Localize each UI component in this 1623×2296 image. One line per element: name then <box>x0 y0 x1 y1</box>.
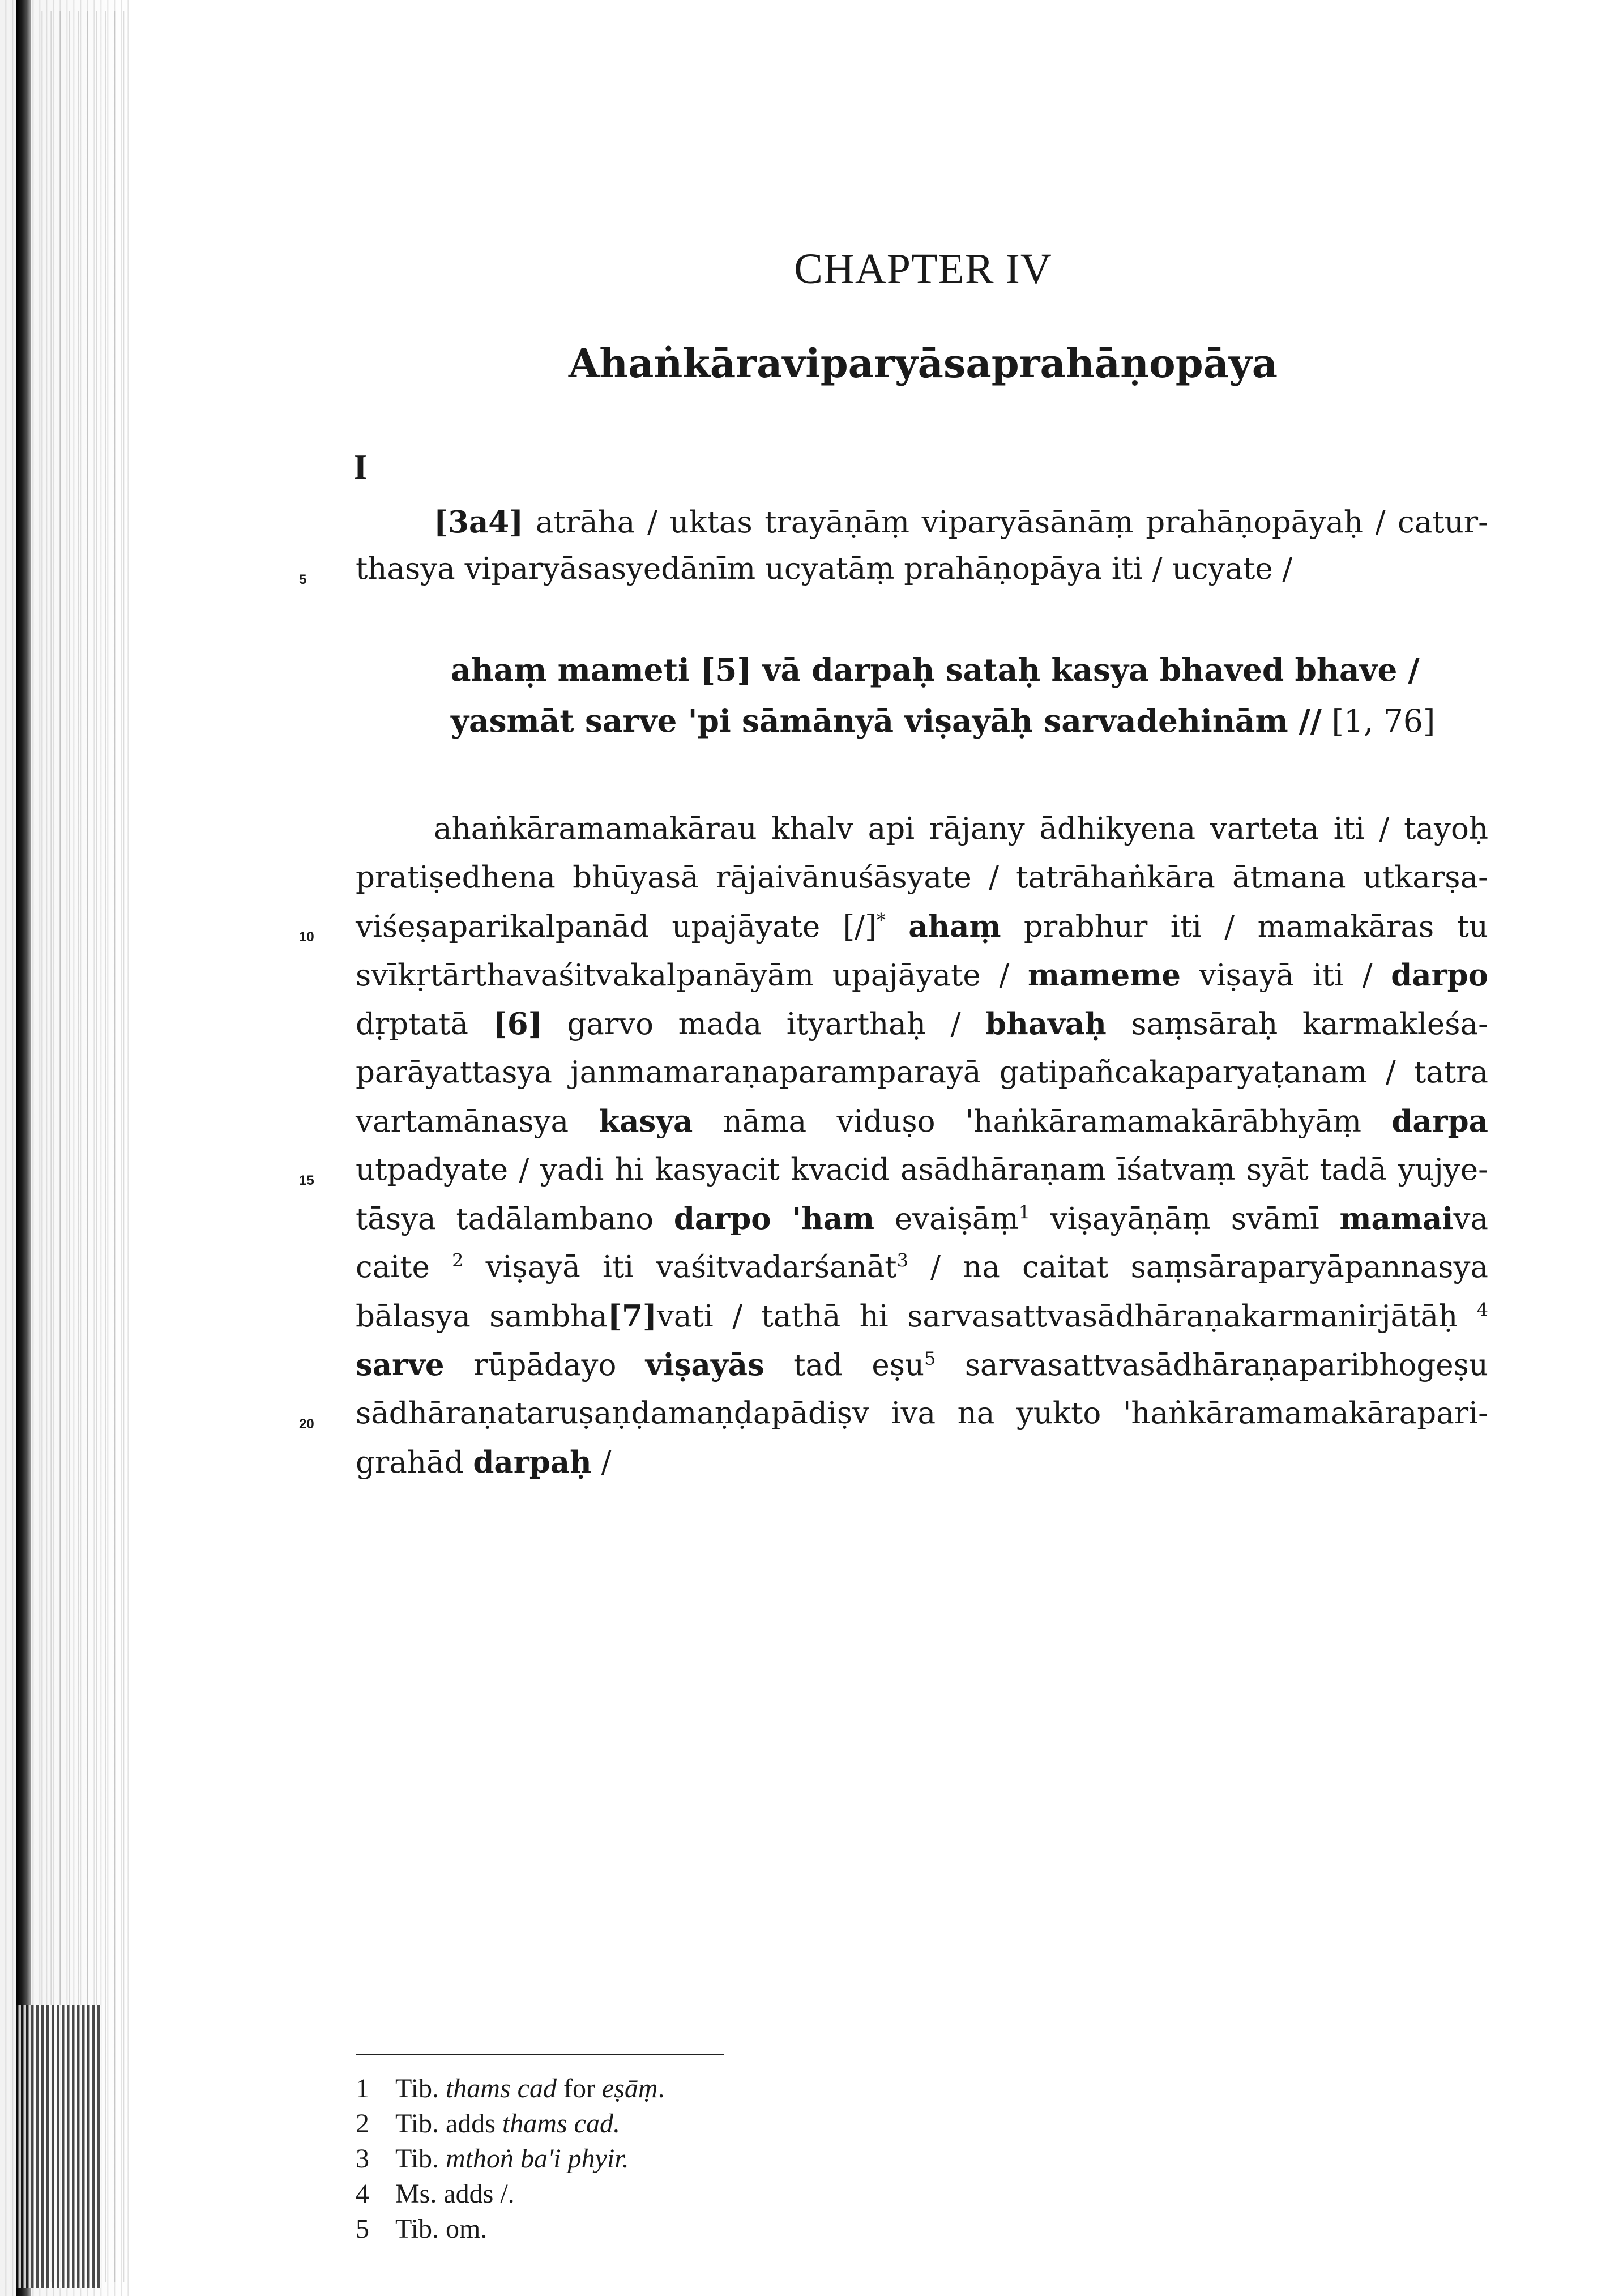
chapter-heading: CHAPTER IV <box>794 245 1052 293</box>
commentary-line: utpadyate / yadi hi kasyacit kvacid asādhāraṇam īśatvaṃ syāt tadā yujye- <box>356 1153 1488 1187</box>
footnote: 4 Ms. adds /. <box>356 2179 515 2209</box>
footnote: 1 Tib. thams cad for eṣāṃ. <box>356 2073 665 2103</box>
commentary-line: parāyattasya janmamaraṇaparamparayā gatipañcakaparyaṭanam / tatra <box>356 1055 1488 1090</box>
commentary-line: svīkṛtārthavaśitvakalpanāyām upajāyate / mameme viṣayā iti / darpo <box>356 958 1488 993</box>
intro-line-1: [3a4] atrāha / uktas trayāṇāṃ viparyāsānāṃ prahāṇopāyaḥ / catur- <box>434 505 1488 540</box>
line-number: 15 <box>299 1173 314 1188</box>
commentary-line: ahaṅkāramamakārau khalv api rājany ādhikyena varteta iti / tayoḥ <box>434 812 1488 846</box>
line-number: 10 <box>299 929 314 945</box>
commentary-line: pratiṣedhena bhūyasā rājaivānuśāsyate / tatrāhaṅkāra ātmana utkarṣa- <box>356 860 1488 895</box>
commentary-line: bālasya sambha[7]vati / tathā hi sarvasattvasādhāraṇakarmanirjātāḥ $^4$ <box>356 1299 1489 1334</box>
commentary-line: caite $^2$ viṣayā iti vaśitvadarśanāt$^3$ / na caitat saṃsāraparyāpannasya <box>356 1249 1488 1284</box>
commentary-line: grahād darpaḥ / <box>356 1445 612 1480</box>
verse-line-2: yasmāt sarve 'pi sāmānyā viṣayāḥ sarvadehinām // [1, 76] <box>451 702 1436 739</box>
commentary-line: vartamānasya kasya nāma viduṣo 'haṅkāramamakārābhyāṃ darpa <box>356 1104 1488 1139</box>
footnote: 2 Tib. adds thams cad. <box>356 2109 620 2139</box>
footnote: 3 Tib. mthoṅ ba'i phyir. <box>356 2144 629 2174</box>
commentary-line: viśeṣaparikalpanād upajāyate [/]* ahaṃ prabhur iti / mamakāras tu <box>356 909 1488 944</box>
intro-line-2: thasya viparyāsasyedānīm ucyatāṃ prahāṇopāya iti / ucyate / <box>356 552 1293 586</box>
commentary-line: sādhāraṇataruṣaṇḍamaṇḍapādiṣv iva na yukto 'haṅkāramamakārapari- <box>356 1396 1488 1431</box>
line-number: 20 <box>299 1416 314 1432</box>
gutter-shadow <box>16 0 31 2296</box>
footnote-rule <box>356 2054 724 2055</box>
verse-line-1: ahaṃ mameti [5] vā darpaḥ sataḥ kasya bhaved bhave / <box>451 651 1420 688</box>
commentary-line: sarve rūpādayo viṣayās tad eṣu$^5$ sarvasattvasādhāraṇaparibhogeṣu <box>356 1347 1488 1382</box>
gutter-page-stack <box>16 2005 101 2288</box>
commentary-line: tāsya tadālambano darpo 'ham evaiṣāṃ$^1$ viṣayāṇāṃ svāmī mamaiva <box>356 1201 1488 1236</box>
chapter-title: Ahaṅkāraviparyāsaprahāṇopāya <box>568 340 1278 387</box>
gutter-page-edges <box>34 11 130 2282</box>
footnote: 5 Tib. om. <box>356 2214 488 2244</box>
commentary-line: dṛptatā [6] garvo mada ityarthaḥ / bhavaḥ saṃsāraḥ karmakleśa- <box>356 1006 1488 1042</box>
line-number: 5 <box>299 572 307 587</box>
section-number: I <box>353 447 368 487</box>
